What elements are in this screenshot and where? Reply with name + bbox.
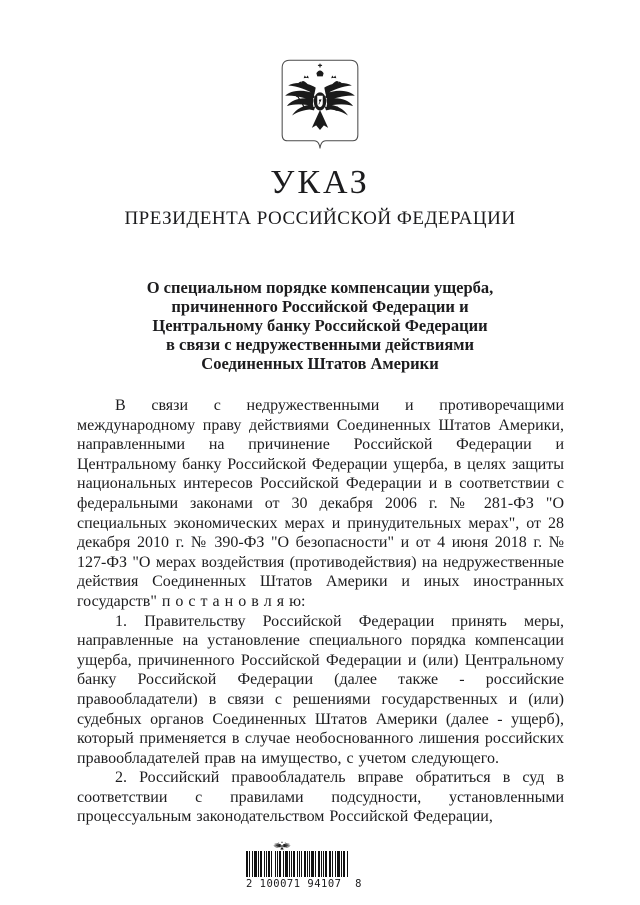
decree-title-line: Соединенных Штатов Америки <box>201 354 439 373</box>
barcode <box>246 841 362 890</box>
decree-paragraph: 1. Правительству Российской Федерации принять меры, направленные на установление специального порядка компенсации ущерба, причиненного Российской Федерации и (или) Центральному банку Российской Федерации (далее также - российские правообладатели) в связи с решениями государственных и (или) судебных органов Соединенных Штатов Америки (далее - ущерб), который применяется в случае необоснованного лишения российских правообладателей прав на имущество, с учетом следующего. <box>77 612 564 767</box>
decree-body <box>77 396 564 827</box>
decree-issuer-subheading: ПРЕЗИДЕНТА РОССИЙСКОЙ ФЕДЕРАЦИИ <box>124 208 516 229</box>
decree-paragraph: 2. Российский правообладатель вправе обратиться в суд в соответствии с правилами подсудности, установленными процессуальным законодательством Российской Федерации, <box>77 769 564 826</box>
barcode-bars-svg <box>246 851 352 877</box>
barcode-number: 2 100071 94107 8 <box>246 878 362 890</box>
barcode-emblem-icon <box>273 841 291 850</box>
decree-title-line: О специальном порядке компенсации ущерба, <box>146 278 494 297</box>
decree-title-line: в связи с недружественными действиями <box>165 335 475 354</box>
decree-title-line: причиненного Российской Федерации и <box>171 297 469 316</box>
decree-paragraph: В связи с недружественными и противоречащими международному праву действиями Соединенных Штатов Америки, направленными на причинение Российской Федерации и Центральному банку Российской Федерации ущерба, в целях защиты национальных интересов Российской Федерации и в соответствии с федеральными законами от 30 декабря 2006 г. № 281-ФЗ "О специальных экономических мерах и принудительных мерах", от 28 декабря 2010 г. № 390-ФЗ "О безопасности" и от 4 июня 2018 г. № 127-ФЗ "О мерах воздействия (противодействия) на недружественные действия Соединенных Штатов Америки и иных иностранных государств" п о с т а н о в л я ю: <box>77 397 564 610</box>
decree-title-line: Центральному банку Российской Федерации <box>152 316 488 335</box>
decree-title <box>70 278 570 373</box>
coat-of-arms-icon <box>277 56 363 157</box>
decree-heading: УКАЗ <box>270 164 370 201</box>
